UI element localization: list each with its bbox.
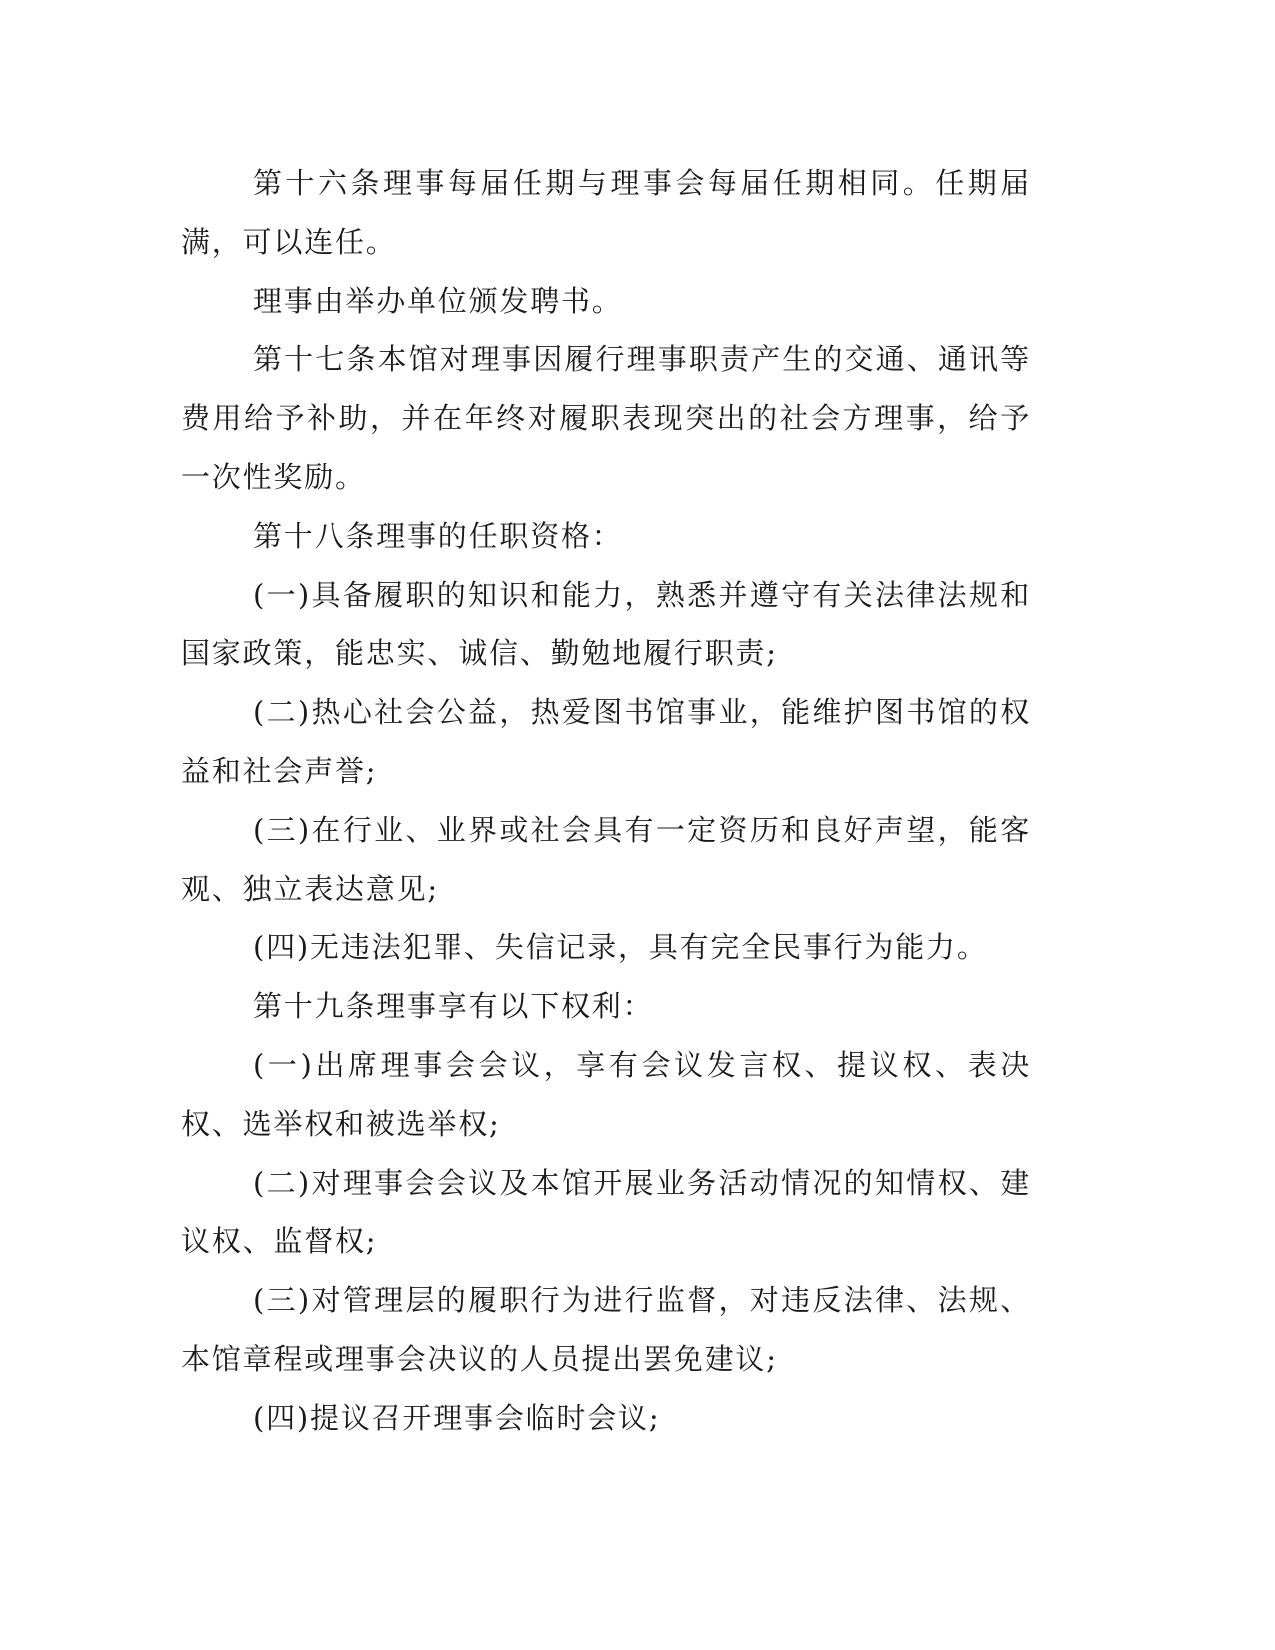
paragraph-qualification-4: (四)无违法犯罪、失信记录，具有完全民事行为能力。 [253,930,988,965]
paragraph-right-2: (二)对理事会会议及本馆开展业务活动情况的知情权、建议权、监督权; [181,1165,1031,1259]
paragraph-qualification-1: (一)具备履职的知识和能力，熟悉并遵守有关法律法规和国家政策，能忠实、诚信、勤勉地履行职责; [181,577,1031,671]
paragraph-qualification-3: (三)在行业、业界或社会具有一定资历和良好声望，能客观、独立表达意见; [181,812,1031,906]
document-body [181,154,1031,1448]
paragraph-appointment-letter: 理事由举办单位颁发聘书。 [253,283,623,318]
paragraph-right-4: (四)提议召开理事会临时会议; [253,1400,661,1435]
paragraph-article-16: 第十六条理事每届任期与理事会每届任期相同。任期届满，可以连任。 [181,166,1031,259]
paragraph-right-1: (一)出席理事会会议，享有会议发言权、提议权、表决权、选举权和被选举权; [181,1047,1031,1141]
paragraph-article-19: 第十九条理事享有以下权利： [253,989,654,1024]
paragraph-article-17: 第十七条本馆对理事因履行理事职责产生的交通、通讯等费用给予补助，并在年终对履职表现突出的社会方理事，给予一次性奖励。 [181,342,1031,494]
paragraph-qualification-2: (二)热心社会公益，热爱图书馆事业，能维护图书馆的权益和社会声誉; [181,695,1031,788]
paragraph-right-3: (三)对管理层的履职行为进行监督，对违反法律、法规、本馆章程或理事会决议的人员提出罢免建议; [181,1283,1031,1376]
paragraph-article-18: 第十八条理事的任职资格： [253,518,623,553]
